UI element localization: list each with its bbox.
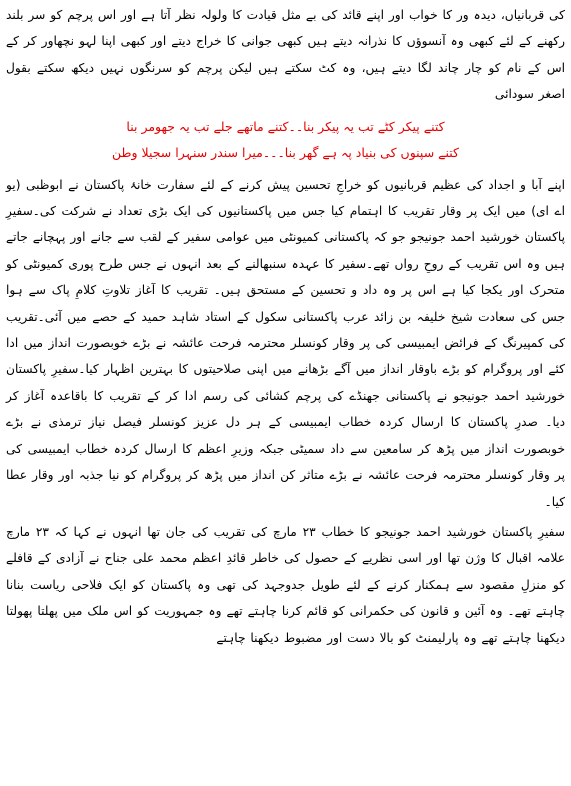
poem-line-1: کتنے پیکر کٹے تب یہ پیکر بنا۔۔کتنے ماتھے جلے تب یہ جھومر بنا [126,118,445,134]
poem-couplet [6,114,565,166]
poem-line-2: کتنے سپنوں کی بنیاد پہ ہے گھر بنا۔۔۔میرا سندر سنہرا سجیلا وطن [112,144,459,160]
event-report-paragraph: اپنے آبا و اجداد کی عظیم قربانیوں کو خراجِ تحسین پیش کرنے کے لئے سفارت خانۂ پاکستان نے ابوظبی (یو اے ای) میں ایک پر وقار تقریب کا اہتمام کیا جس میں پاکستانیوں کی ایک بڑی تعداد نے شرکت کی۔سفیرِ پاکستان خورشید احمد جونیجو جو کہ پاکستانی کمیونٹی میں عوامی سفیر کے لقب سے جانے اور پہچانے جاتے ہیں وہ اس تقریب کے روحِ رواں تھے۔سفیر کا عہدہ سنبھالنے کے بعد انہوں نے جس طرح پوری کمیونٹی کو متحرک اور یکجا کیا ہے اس پر وہ داد و تحسین کے مستحق ہیں۔ تقریب کا آغاز تلاوتِ کلامِ پاک سے ہوا جس کی سعادت شیخ خلیفہ بن زائد عرب پاکستانی سکول کے استاد شاہد حمید کے حصے میں آئی۔تقریب کی کمپیرنگ کے فرائض ایمبیسی کی پر وقار کونسلر محترمہ فرحت عائشہ نے بڑے خوبصورت انداز میں ادا کئے اور پروگرام کو بڑے باوقار انداز میں آگے بڑھانے میں اپنی صلاحیتوں کا بہترین اظہار کیا۔سفیرِ پاکستان خورشید احمد جونیجو نے پاکستانی جھنڈے کی پرچم کشائی کی رسم ادا کر کے تقریب کا باقاعدہ آغاز کر دیا۔ صدرِ پاکستان کا ارسال کردہ خطاب ایمبیسی کے ہر دل عزیز کونسلر فیصل نیاز ترمذی نے بڑے خوبصورت انداز میں پڑھ کر سامعین سے داد سمیٹی جبکہ وزیرِ اعظم کا ارسال کردہ خطاب ایمبیسی کی پر وقار کونسلر محترمہ فرحت عائشہ نے بڑے متاثر کن انداز میں پڑھ کر پروگرام کو نیا جذبہ اور وقار عطا کیا۔ [6,177,565,509]
ambassador-speech-paragraph: سفیرِ پاکستان خورشید احمد جونیجو کا خطاب ۲۳ مارچ کی تقریب کی جان تھا انہوں نے کہا کہ ۲۳ مارچ علامہ اقبال کا وژن تھا اور اسی نظریے کے حصول کی خاطر قائدِ اعظم محمد علی جناح نے آزادی کے قافلے کو منزلِ مقصود سے ہمکنار کرنے کے لئے طویل جدوجہد کی تھی وہ پاکستان کو ایک فلاحی ریاست بنانا چاہتے تھے۔ وہ آئین و قانون کی حکمرانی کو قائم کرنا چاہتے تھے وہ جمہوریت کو اس ملک میں پھلتا پھولتا دیکھنا چاہتے تھے وہ پارلیمنٹ کو بالا دست اور مضبوط دیکھنا چاہتے [6,524,565,645]
intro-paragraph: کی قربانیاں، دیدہ ور کا خواب اور اپنے قائد کی بے مثل قیادت کا ولولہ نظر آتا ہے اور اس پرچم کو سر بلند رکھنے کے لئے کبھی وہ آنسوؤں کا نذرانہ دیتے ہیں کبھی جوانی کا خراج دیتے اور کبھی اپنا لہو نچھاور کر کے اس کے نام کو چار چاند لگا دیتے ہیں، وہ کٹ سکتے ہیں لیکن پرچم کو سرنگوں نہیں دیکھ سکتے بقول اصغر سودائی [6,8,565,102]
